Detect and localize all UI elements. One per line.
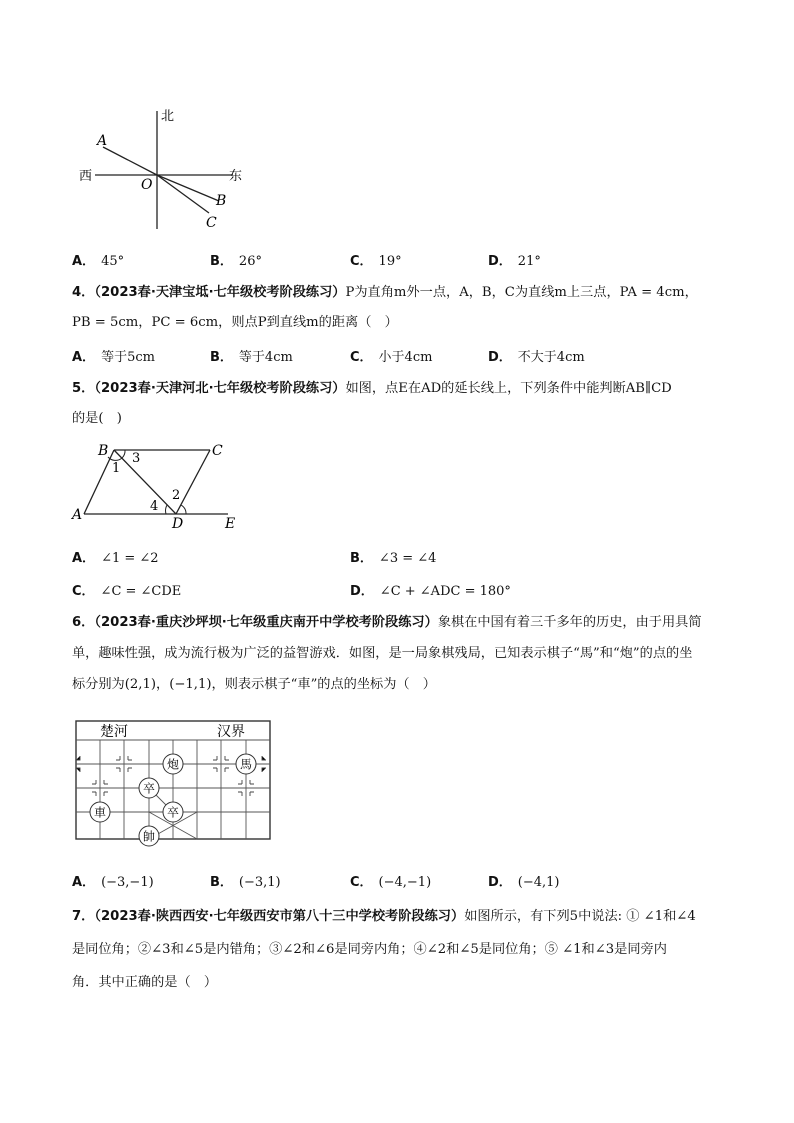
question-6 (72, 607, 732, 700)
north-label: 北 (161, 109, 175, 124)
question-5 (72, 374, 732, 434)
point-a-label: A (97, 133, 108, 149)
piece-ju (90, 802, 110, 822)
q6-option-c[interactable]: C． (−4,−1) (350, 875, 432, 890)
q3-option-a[interactable]: A． 45° (72, 254, 125, 269)
xiangqi-board (72, 718, 272, 848)
q6-line2: 单，趣味性强，成为流行极为广泛的益智游戏．如图，是一局象棋残局，已知表示棋子“馬”和“炮”的点的坐 (72, 646, 693, 661)
angle-3-label: 3 (132, 451, 141, 466)
question-7 (72, 900, 732, 999)
point-e-label: E (225, 516, 236, 532)
q5-option-d[interactable]: D． ∠C + ∠ADC = 180° (350, 584, 511, 599)
point-o-label: O (141, 177, 153, 193)
q6-option-b[interactable]: B． (−3,1) (210, 875, 281, 890)
west-label: 西 (79, 169, 93, 184)
svg-text:卒: 卒 (142, 781, 156, 796)
point-d-label: D (172, 516, 184, 532)
east-label: 东 (229, 169, 243, 184)
piece-pao (163, 754, 183, 774)
piece-zu-1 (139, 778, 159, 798)
q4-line2: PB = 5cm，PC = 6cm，则点P到直线m的距离（ ） (72, 315, 398, 330)
svg-text:炮: 炮 (166, 757, 180, 772)
point-c-label: C (212, 443, 223, 459)
q4-line1: 4．（2023春·天津宝坻·七年级校考阶段练习）P为直角m外一点，A，B，C为直线m上三点，PA = 4cm， (72, 285, 698, 300)
q3-option-c[interactable]: C． 19° (350, 254, 402, 269)
compass-figure (75, 105, 265, 235)
parallelogram-figure (70, 437, 250, 532)
point-b-label: B (98, 443, 109, 459)
q3-option-b[interactable]: B． 26° (210, 254, 262, 269)
angle-4-label: 4 (150, 499, 159, 514)
q3-option-d[interactable]: D． 21° (488, 254, 541, 269)
q4-option-a[interactable]: A． 等于5cm (72, 350, 155, 365)
chuhe-label: 楚河 (100, 724, 128, 740)
q5-option-a[interactable]: A． ∠1 = ∠2 (72, 551, 159, 566)
q4-option-d[interactable]: D． 不大于4cm (488, 350, 585, 365)
hanjie-label: 汉界 (217, 724, 245, 740)
question-4 (72, 278, 732, 338)
q4-option-b[interactable]: B． 等于4cm (210, 350, 293, 365)
point-b-label: B (216, 193, 227, 209)
piece-zu-2 (163, 802, 183, 822)
svg-text:卒: 卒 (166, 805, 180, 820)
q4-option-c[interactable]: C． 小于4cm (350, 350, 433, 365)
angle-2-label: 2 (172, 488, 181, 503)
q6-option-d[interactable]: D． (−4,1) (488, 875, 560, 890)
q7-line2: 是同位角；②∠3和∠5是内错角；③∠2和∠6是同旁内角；④∠2和∠5是同位角；⑤ ∠1和∠3是同旁内 (72, 942, 667, 957)
q5-line2: 的是( ) (72, 411, 122, 426)
angle-1-label: 1 (112, 461, 121, 476)
q7-line3: 角．其中正确的是（ ） (72, 975, 218, 990)
q6-line3: 标分别为(2,1)，(−1,1)，则表示棋子“車”的点的坐标为（ ） (72, 677, 436, 692)
piece-shuai (139, 826, 159, 846)
svg-text:帥: 帥 (142, 829, 156, 844)
q5-line1: 5．（2023春·天津河北·七年级校考阶段练习）如图，点E在AD的延长线上，下列条件中能判断AB∥CD (72, 381, 672, 396)
q6-line1: 6．（2023春·重庆沙坪坝·七年级重庆南开中学校考阶段练习）象棋在中国有着三千多年的历史，由于用具简 (72, 615, 702, 630)
svg-text:馬: 馬 (239, 757, 253, 772)
point-a-label: A (72, 507, 83, 523)
q5-option-c[interactable]: C． ∠C = ∠CDE (72, 584, 182, 599)
q5-option-b[interactable]: B． ∠3 = ∠4 (350, 551, 437, 566)
q6-option-a[interactable]: A． (−3,−1) (72, 875, 154, 890)
q7-line1: 7．（2023春·陕西西安·七年级西安市第八十三中学校考阶段练习）如图所示，有下列5中说法: ① ∠1和∠4 (72, 909, 696, 924)
point-c-label: C (206, 215, 217, 231)
piece-ma (236, 754, 256, 774)
svg-text:車: 車 (93, 805, 107, 820)
